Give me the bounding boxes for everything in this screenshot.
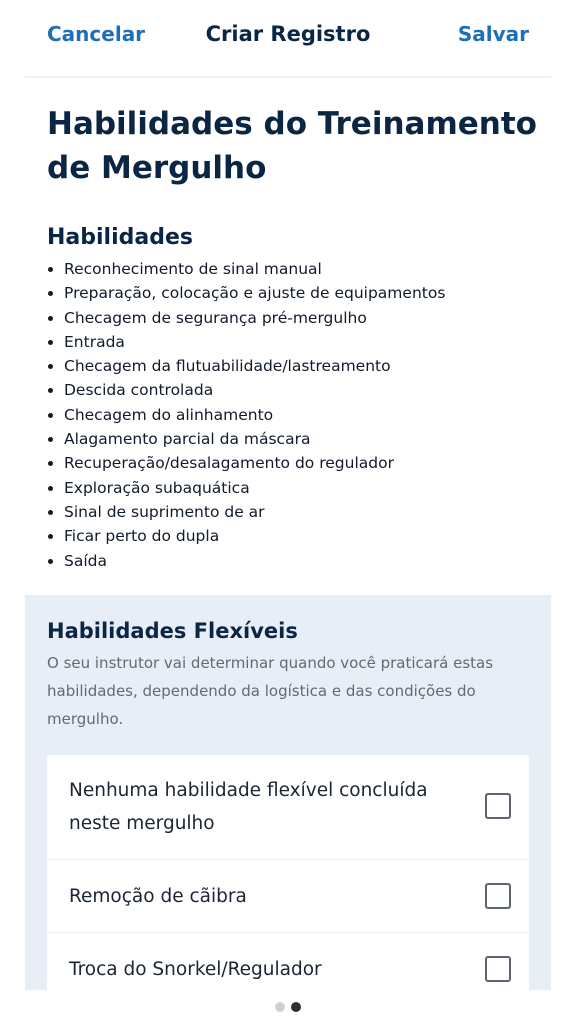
skill-item: Alagamento parcial da máscara [47, 427, 547, 451]
skill-item: Entrada [47, 330, 547, 354]
option-label: Remoção de cãibra [69, 886, 247, 907]
flexible-option-snorkel-regulator-exchange[interactable] [47, 933, 529, 990]
option-label: Nenhuma habilidade flexível concluída neste mergulho [69, 780, 428, 834]
page-dot-active[interactable] [291, 1002, 301, 1012]
skill-item: Ficar perto do dupla [47, 524, 547, 548]
flexible-option-none[interactable] [47, 755, 529, 859]
flexible-skills-description: O seu instrutor vai determinar quando você praticará estas habilidades, dependendo da logística e das condições do mergulho. [47, 654, 494, 728]
skills-heading: Habilidades [47, 225, 193, 250]
skill-item: Preparação, colocação e ajuste de equipamentos [47, 281, 547, 305]
nav-title: Criar Registro [205, 22, 371, 46]
skill-item: Recuperação/desalagamento do regulador [47, 451, 547, 475]
option-checkbox[interactable] [485, 793, 511, 819]
navigation-bar [0, 0, 576, 72]
skill-item: Descida controlada [47, 378, 547, 402]
save-button[interactable]: Salvar [457, 22, 529, 46]
cancel-button[interactable]: Cancelar [47, 22, 146, 46]
flexible-option-cramp-removal[interactable] [47, 860, 529, 932]
skill-item: Reconhecimento de sinal manual [47, 257, 547, 281]
page-dot[interactable] [275, 1002, 285, 1012]
skill-item: Checagem da flutuabilidade/lastreamento [47, 354, 547, 378]
skill-item: Sinal de suprimento de ar [47, 500, 547, 524]
option-checkbox[interactable] [485, 883, 511, 909]
skill-item: Saída [47, 549, 547, 573]
skill-item: Checagem de segurança pré-mergulho [47, 306, 547, 330]
flexible-skills-heading: Habilidades Flexíveis [47, 619, 298, 643]
option-checkbox[interactable] [485, 956, 511, 982]
option-label: Troca do Snorkel/Regulador [69, 959, 322, 980]
skills-list [47, 257, 547, 573]
page-indicator [0, 1002, 576, 1012]
page-title: Habilidades do Treinamento de Mergulho [47, 106, 537, 186]
nav-divider [25, 76, 551, 78]
flexible-skills-panel [25, 595, 551, 990]
skill-item: Exploração subaquática [47, 476, 547, 500]
skill-item: Checagem do alinhamento [47, 403, 547, 427]
